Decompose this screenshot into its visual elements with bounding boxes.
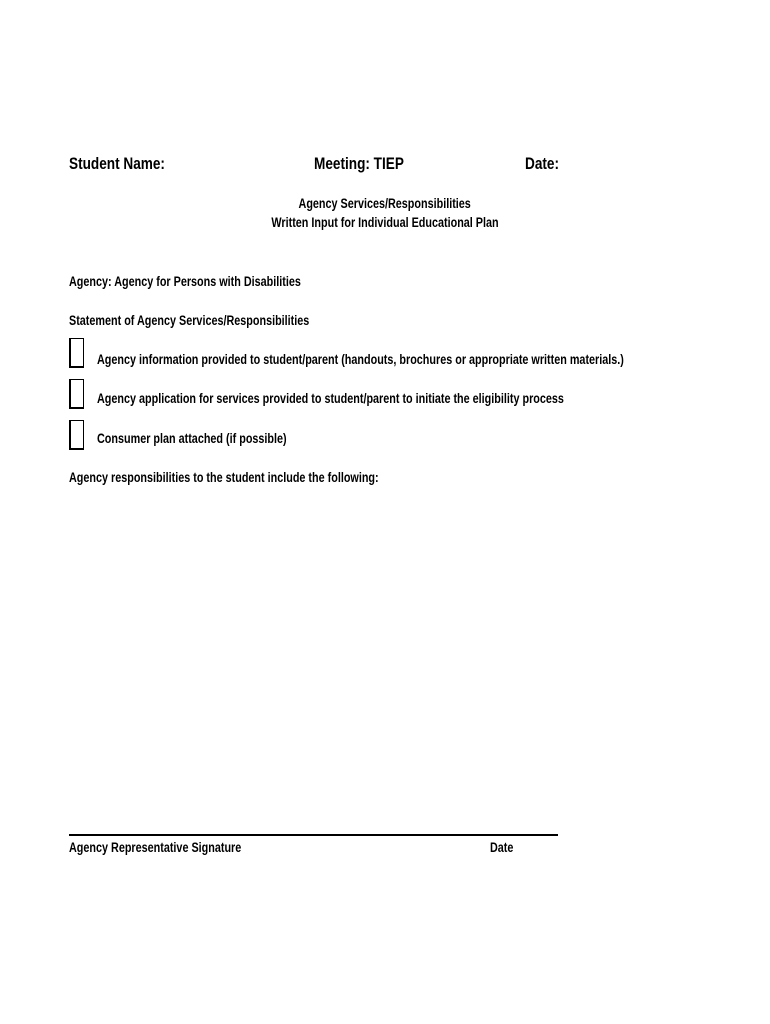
checkbox-consumer-plan[interactable] — [69, 420, 84, 450]
statement-heading: Statement of Agency Services/Responsibilities — [69, 313, 310, 328]
agency-label: Agency: Agency for Persons with Disabilities — [69, 274, 301, 289]
form-title-line1: Agency Services/Responsibilities — [298, 196, 472, 211]
form-title — [0, 196, 770, 211]
checklist-item-label: Agency application for services provided to student/parent to initiate the eligibility process — [97, 391, 564, 406]
form-title-line2: Written Input for Individual Educational Plan — [271, 215, 499, 230]
student-name-label: Student Name: — [69, 154, 165, 173]
form-subtitle — [0, 215, 770, 230]
date-label: Date: — [525, 154, 560, 173]
checkbox-agency-application[interactable] — [69, 379, 84, 409]
checklist-item-label: Consumer plan attached (if possible) — [97, 431, 287, 446]
meeting-label: Meeting: TIEP — [314, 154, 404, 173]
signature-line — [69, 834, 558, 836]
checkbox-agency-information[interactable] — [69, 338, 84, 368]
signature-label: Agency Representative Signature — [69, 840, 242, 855]
signature-date-label: Date — [490, 840, 514, 855]
responsibilities-heading: Agency responsibilities to the student include the following: — [69, 470, 379, 485]
checklist-item-label: Agency information provided to student/parent (handouts, brochures or appropriate written materials.) — [97, 352, 624, 367]
